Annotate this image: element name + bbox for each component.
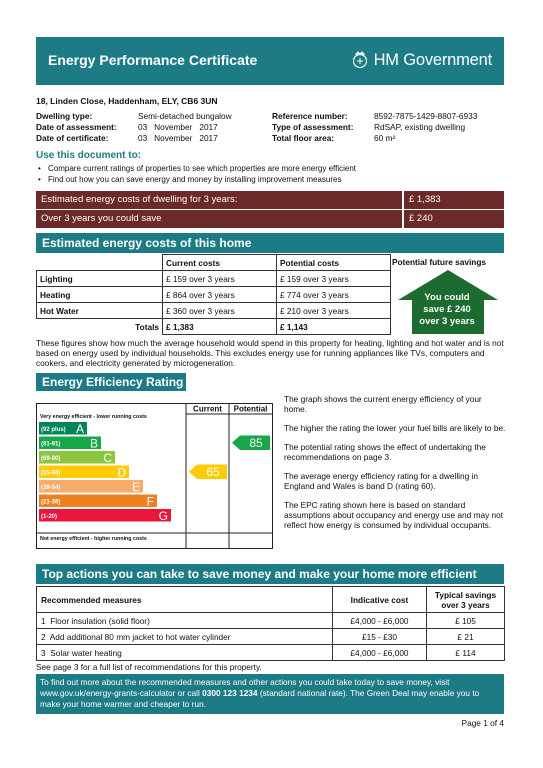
current-cost: £ 864 over 3 years: [163, 287, 277, 303]
potential-cost: £ 210 over 3 years: [277, 303, 391, 319]
detail-label: Total floor area:: [272, 133, 335, 143]
col-savings-line: over 3 years: [441, 599, 490, 610]
savings-arrow-text: [412, 292, 482, 328]
potential-cost: £ 774 over 3 years: [277, 287, 391, 303]
band-g: [39, 509, 171, 522]
row-label: Heating: [37, 287, 163, 303]
graph-col-potential: Potential: [233, 404, 268, 414]
col-indicative-cost: Indicative cost: [333, 587, 427, 613]
royal-crest-icon: [350, 50, 370, 70]
table-row: [37, 629, 505, 645]
eer-paragraph: The higher the rating the lower your fuel bills are likely to be.: [284, 423, 506, 433]
footer-line: To find out more about the recommended measures and other actions you could take today to save money, visit: [40, 677, 450, 687]
band-letter: C: [103, 451, 112, 465]
costs-section-title: Estimated energy costs of this home: [42, 236, 252, 250]
current-cost: £ 360 over 3 years: [163, 303, 277, 319]
measure: 1 Floor insulation (solid floor): [37, 613, 333, 629]
indicative-cost: £4,000 - £6,000: [333, 645, 427, 661]
detail-label: Date of assessment:: [36, 122, 117, 132]
hm-government-logo: [350, 50, 492, 70]
graph-bottom-label: Not energy efficient - higher running costs: [40, 536, 147, 542]
estimated-cost-bar: [36, 191, 504, 209]
total-potential: £ 1,143: [277, 319, 391, 335]
current-cost: £ 159 over 3 years: [163, 271, 277, 287]
actions-table: [36, 586, 505, 661]
top-actions-title: Top actions you can take to save money and make your home more efficient: [42, 567, 477, 581]
costs-table: [36, 254, 391, 335]
totals-label: Totals: [37, 319, 163, 335]
eer-section-heading: [36, 373, 186, 391]
potential-rating-marker-value: 85: [249, 436, 263, 450]
footer-text: (standard national rate). The Green Deal may enable you to: [257, 688, 480, 698]
detail-row: [36, 111, 232, 122]
detail-row: [272, 122, 477, 133]
detail-label: Date of certificate:: [36, 133, 109, 143]
totals-row: [37, 319, 391, 335]
potential-future-savings-title: Potential future savings: [392, 257, 487, 267]
band-range-label: (39-54): [41, 485, 61, 491]
use-document-list: [36, 163, 356, 185]
could-save-bar: [36, 210, 504, 228]
band-range-label: (81-91): [41, 441, 61, 448]
detail-row: [272, 133, 477, 144]
list-item: • Compare current ratings of properties to see which properties are more energy efficient: [36, 163, 356, 174]
indicative-cost: £4,000 - £6,000: [333, 613, 427, 629]
certificate-title: Energy Performance Certificate: [48, 52, 258, 68]
eer-explanation: [284, 394, 506, 539]
details-left: [36, 111, 232, 144]
list-item: • Find out how you can save energy and money by installing improvement measures: [36, 174, 356, 185]
typical-saving: £ 21: [427, 629, 505, 645]
band-letter: E: [131, 480, 140, 494]
total-current: £ 1,383: [163, 319, 277, 335]
band-range-label: (55-68): [41, 470, 61, 477]
costs-note: These figures show how much the average household would spend in this property for heating, lighting and hot water and is not based on energy used by individual households. This excludes energy use for running appliances like TVs, computers and cookers, and electricity generated by microgeneration.: [36, 338, 504, 368]
eer-paragraph: The graph shows the current energy efficiency of your home.: [284, 394, 482, 414]
row-label: Hot Water: [37, 303, 163, 319]
band-letter: B: [89, 436, 98, 451]
band-letter: G: [158, 509, 168, 523]
col-current-costs: Current costs: [163, 255, 277, 271]
details-right: [272, 111, 477, 144]
current-rating-marker-value: 65: [206, 465, 220, 479]
top-actions-heading: [36, 564, 504, 584]
col-savings-line: Typical savings: [434, 589, 497, 600]
detail-value: 03 November 2017: [138, 122, 218, 132]
table-row: [37, 613, 505, 629]
detail-row: [36, 133, 232, 144]
detail-value: 60 m²: [374, 133, 396, 143]
footer-line: [40, 688, 500, 699]
certificate-header: [36, 37, 504, 85]
band-range-label: (1-20): [41, 514, 58, 520]
table-header-row: [37, 587, 505, 613]
detail-value: RdSAP, existing dwelling: [374, 122, 466, 132]
band-letter: F: [146, 494, 154, 509]
footer-line: make your home warmer and cheaper to run.: [40, 699, 207, 709]
detail-value: 03 November 2017: [138, 133, 218, 143]
band-range-label: (92 plus): [41, 427, 66, 433]
savings-line: save £ 240: [423, 304, 471, 315]
table-header-row: [37, 255, 391, 271]
footer-info-box: [36, 674, 504, 714]
savings-line: You could: [424, 292, 470, 303]
band-letter: A: [75, 422, 84, 436]
detail-value: Semi-detached bungalow: [138, 111, 232, 121]
graph-top-label: Very energy efficient - lower running costs: [40, 414, 147, 420]
eer-section-title: Energy Efficiency Rating: [42, 375, 184, 389]
estimated-cost-value: £ 1,383: [402, 191, 441, 209]
could-save-value: £ 240: [402, 210, 433, 228]
rating-bands: [39, 422, 171, 523]
col-measures: Recommended measures: [37, 587, 333, 613]
measure: 2 Add additional 80 mm jacket to hot water cylinder: [37, 629, 333, 645]
col-typical-savings: [427, 587, 505, 613]
footer-phone: 0300 123 1234: [202, 688, 258, 698]
costs-section-heading: [36, 233, 504, 253]
band-letter: D: [117, 465, 126, 480]
table-row: [37, 287, 391, 303]
band-range-label: (21-38): [41, 499, 61, 506]
energy-rating-graph: [36, 403, 276, 549]
page-number: Page 1 of 4: [461, 718, 504, 728]
eer-paragraph: The potential rating shows the effect of undertaking the recommendations on page 3.: [284, 442, 486, 462]
table-row: [37, 303, 391, 319]
use-document-heading: Use this document to:: [36, 150, 142, 161]
detail-value: 8592-7875-1429-8807-6933: [374, 111, 478, 121]
estimated-cost-label: Estimated energy costs of dwelling for 3 years:: [41, 194, 238, 205]
could-save-label: Over 3 years you could save: [41, 213, 162, 224]
eer-paragraph: The average energy efficiency rating for a dwelling in England and Wales is band D (rating 60).: [284, 471, 479, 491]
footer-link-text[interactable]: www.gov.uk/energy-grants-calculator or call: [40, 688, 203, 698]
hm-government-text: HM Government: [373, 50, 492, 69]
table-row: [37, 645, 505, 661]
detail-label: Reference number:: [272, 111, 348, 121]
detail-label: Type of assessment:: [272, 122, 354, 132]
measure: 3 Solar water heating: [37, 645, 333, 661]
indicative-cost: £15 - £30: [333, 629, 427, 645]
detail-row: [272, 111, 477, 122]
property-address: 18, Linden Close, Haddenham, ELY, CB6 3UN: [36, 96, 218, 106]
see-page-note: See page 3 for a full list of recommendations for this property.: [36, 662, 262, 672]
table-row: [37, 271, 391, 287]
graph-col-current: Current: [193, 404, 222, 414]
col-potential-costs: Potential costs: [277, 255, 391, 271]
eer-paragraph: The EPC rating shown here is based on standard assumptions about occupancy and energy use and may not reflect how energy is consumed by individual occupants.: [284, 500, 504, 530]
row-label: Lighting: [37, 271, 163, 287]
detail-row: [36, 122, 232, 133]
band-range-label: (69-80): [41, 456, 61, 462]
typical-saving: £ 105: [427, 613, 505, 629]
empty-header: [37, 255, 163, 271]
potential-cost: £ 159 over 3 years: [277, 271, 391, 287]
savings-line: over 3 years: [419, 316, 475, 327]
typical-saving: £ 114: [427, 645, 505, 661]
detail-label: Dwelling type:: [36, 111, 93, 121]
